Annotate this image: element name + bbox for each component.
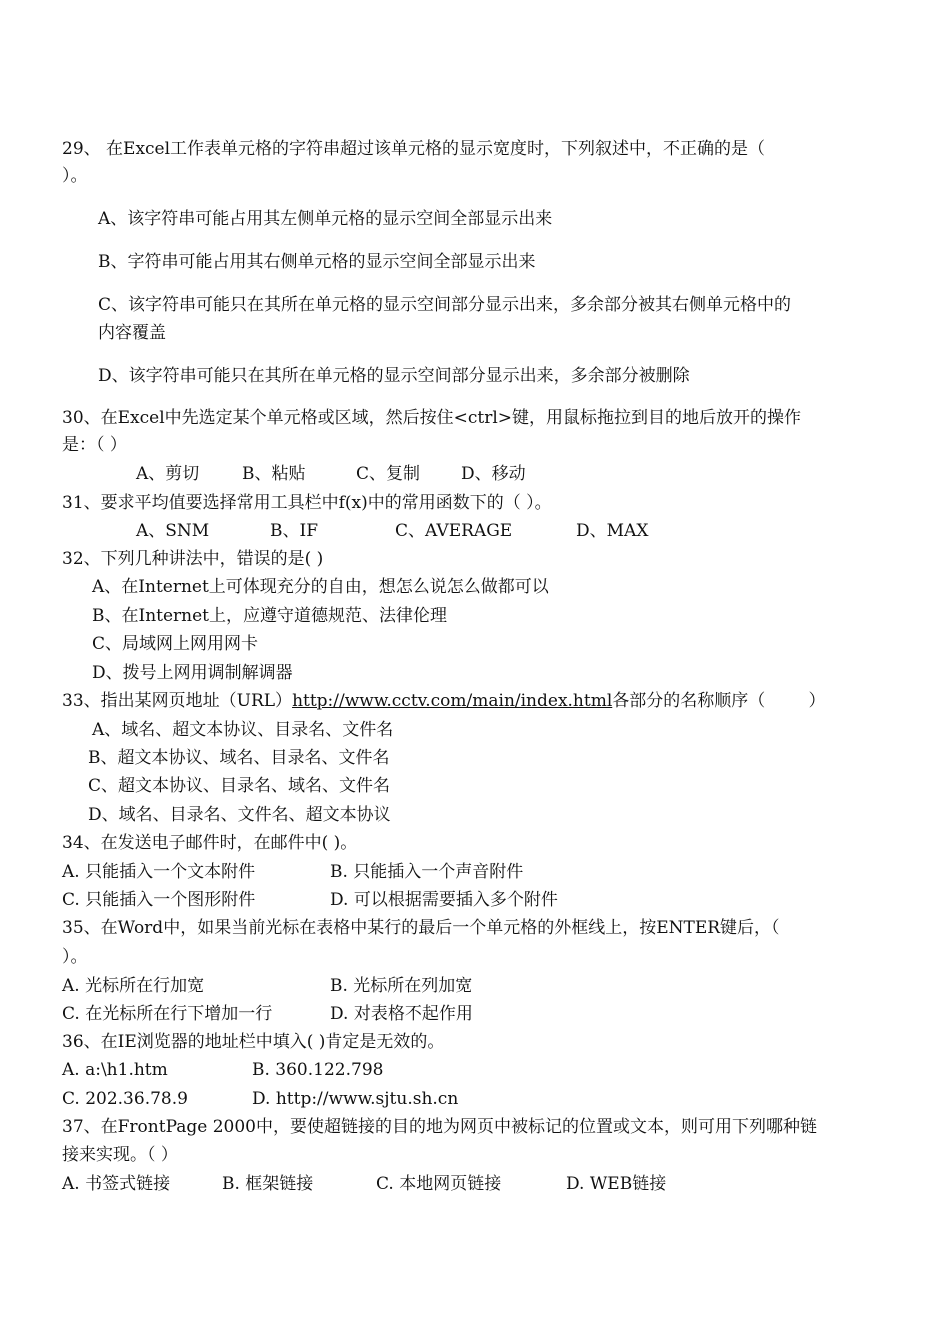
q35-option-a: A. 光标所在行加宽 bbox=[62, 976, 205, 996]
q34-option-c: C. 只能插入一个图形附件 bbox=[62, 890, 256, 910]
q30-option-a: A、剪切 bbox=[136, 464, 200, 484]
q36-option-d: D. http://www.sjtu.sh.cn bbox=[252, 1089, 459, 1109]
q31-option-b: B、IF bbox=[270, 521, 319, 541]
q35-stem-line1: 35、在Word中，如果当前光标在表格中某行的最后一个单元格的外框线上，按ENTER键后，（ bbox=[62, 918, 780, 938]
q29-option-b: B、字符串可能占用其右侧单元格的显示空间全部显示出来 bbox=[98, 252, 536, 272]
q35-option-c: C. 在光标所在行下增加一行 bbox=[62, 1004, 273, 1024]
q37-option-b: B. 框架链接 bbox=[222, 1174, 314, 1194]
q29-stem-line1: 29、 在Excel工作表单元格的字符串超过该单元格的显示宽度时，下列叙述中，不正确的是（ bbox=[62, 139, 766, 159]
q30-option-c: C、复制 bbox=[356, 464, 421, 484]
q37-option-c: C. 本地网页链接 bbox=[376, 1174, 502, 1194]
q32-option-d: D、拨号上网用调制解调器 bbox=[92, 663, 293, 683]
q29-stem-line2: ）。 bbox=[62, 166, 88, 186]
q31-stem: 31、要求平均值要选择常用工具栏中f(x)中的常用函数下的（ ）。 bbox=[62, 493, 552, 513]
q33-stem bbox=[62, 691, 826, 711]
q33-option-a: A、域名、超文本协议、目录名、文件名 bbox=[92, 720, 394, 740]
q34-stem: 34、在发送电子邮件时，在邮件中( )。 bbox=[62, 833, 358, 853]
q30-stem-line2: 是：（ ） bbox=[62, 435, 127, 455]
q32-option-c: C、局域网上网用网卡 bbox=[92, 634, 259, 654]
q34-option-b: B. 只能插入一个声音附件 bbox=[330, 862, 524, 882]
q36-option-b: B. 360.122.798 bbox=[252, 1060, 384, 1080]
q30-option-d: D、移动 bbox=[461, 464, 526, 484]
q33-option-c: C、超文本协议、目录名、域名、文件名 bbox=[88, 776, 391, 796]
q30-stem-line1: 30、在Excel中先选定某个单元格或区域，然后按住<ctrl>键，用鼠标拖拉到目的地后放开的操作 bbox=[62, 408, 802, 428]
q35-stem-line2: ）。 bbox=[62, 947, 88, 967]
q31-option-a: A、SNM bbox=[136, 521, 210, 541]
q36-option-a: A. a:\h1.htm bbox=[62, 1060, 168, 1080]
q29-option-a: A、该字符串可能占用其左侧单元格的显示空间全部显示出来 bbox=[98, 209, 553, 229]
q36-option-c: C. 202.36.78.9 bbox=[62, 1089, 188, 1109]
q34-option-a: A. 只能插入一个文本附件 bbox=[62, 862, 256, 882]
q32-option-a: A、在Internet上可体现充分的自由，想怎么说怎么做都可以 bbox=[92, 577, 549, 597]
q35-option-b: B. 光标所在列加宽 bbox=[330, 976, 473, 996]
q33-option-d: D、域名、目录名、文件名、超文本协议 bbox=[88, 805, 391, 825]
q31-option-c: C、AVERAGE bbox=[395, 521, 513, 541]
q37-option-a: A. 书签式链接 bbox=[62, 1174, 171, 1194]
q35-option-d: D. 对表格不起作用 bbox=[330, 1004, 473, 1024]
q33-option-b: B、超文本协议、域名、目录名、文件名 bbox=[88, 748, 390, 768]
q32-stem: 32、下列几种讲法中，错误的是( ) bbox=[62, 549, 324, 569]
q29-option-d: D、该字符串可能只在其所在单元格的显示空间部分显示出来，多余部分被删除 bbox=[98, 366, 690, 386]
q33-stem-suffix: 各部分的名称顺序（ ） bbox=[612, 691, 826, 711]
q31-option-d: D、MAX bbox=[576, 521, 649, 541]
q33-stem-prefix: 33、指出某网页地址（URL） bbox=[62, 691, 293, 711]
q36-stem: 36、在IE浏览器的地址栏中填入( )肯定是无效的。 bbox=[62, 1032, 445, 1052]
q34-option-d: D. 可以根据需要插入多个附件 bbox=[330, 890, 558, 910]
q37-option-d: D. WEB链接 bbox=[566, 1174, 667, 1194]
q29-option-c-line1: C、该字符串可能只在其所在单元格的显示空间部分显示出来，多余部分被其右侧单元格中的 bbox=[98, 295, 792, 315]
q37-stem-line2: 接来实现。（ ） bbox=[62, 1145, 178, 1165]
q33-url-link[interactable]: http://www.cctv.com/main/index.html bbox=[292, 691, 613, 711]
q29-option-c-line2: 内容覆盖 bbox=[98, 323, 166, 343]
q37-stem-line1: 37、在FrontPage 2000中，要使超链接的目的地为网页中被标记的位置或文本，则可用下列哪种链 bbox=[62, 1117, 817, 1137]
q32-option-b: B、在Internet上，应遵守道德规范、法律伦理 bbox=[92, 606, 448, 626]
q30-option-b: B、粘贴 bbox=[242, 464, 306, 484]
